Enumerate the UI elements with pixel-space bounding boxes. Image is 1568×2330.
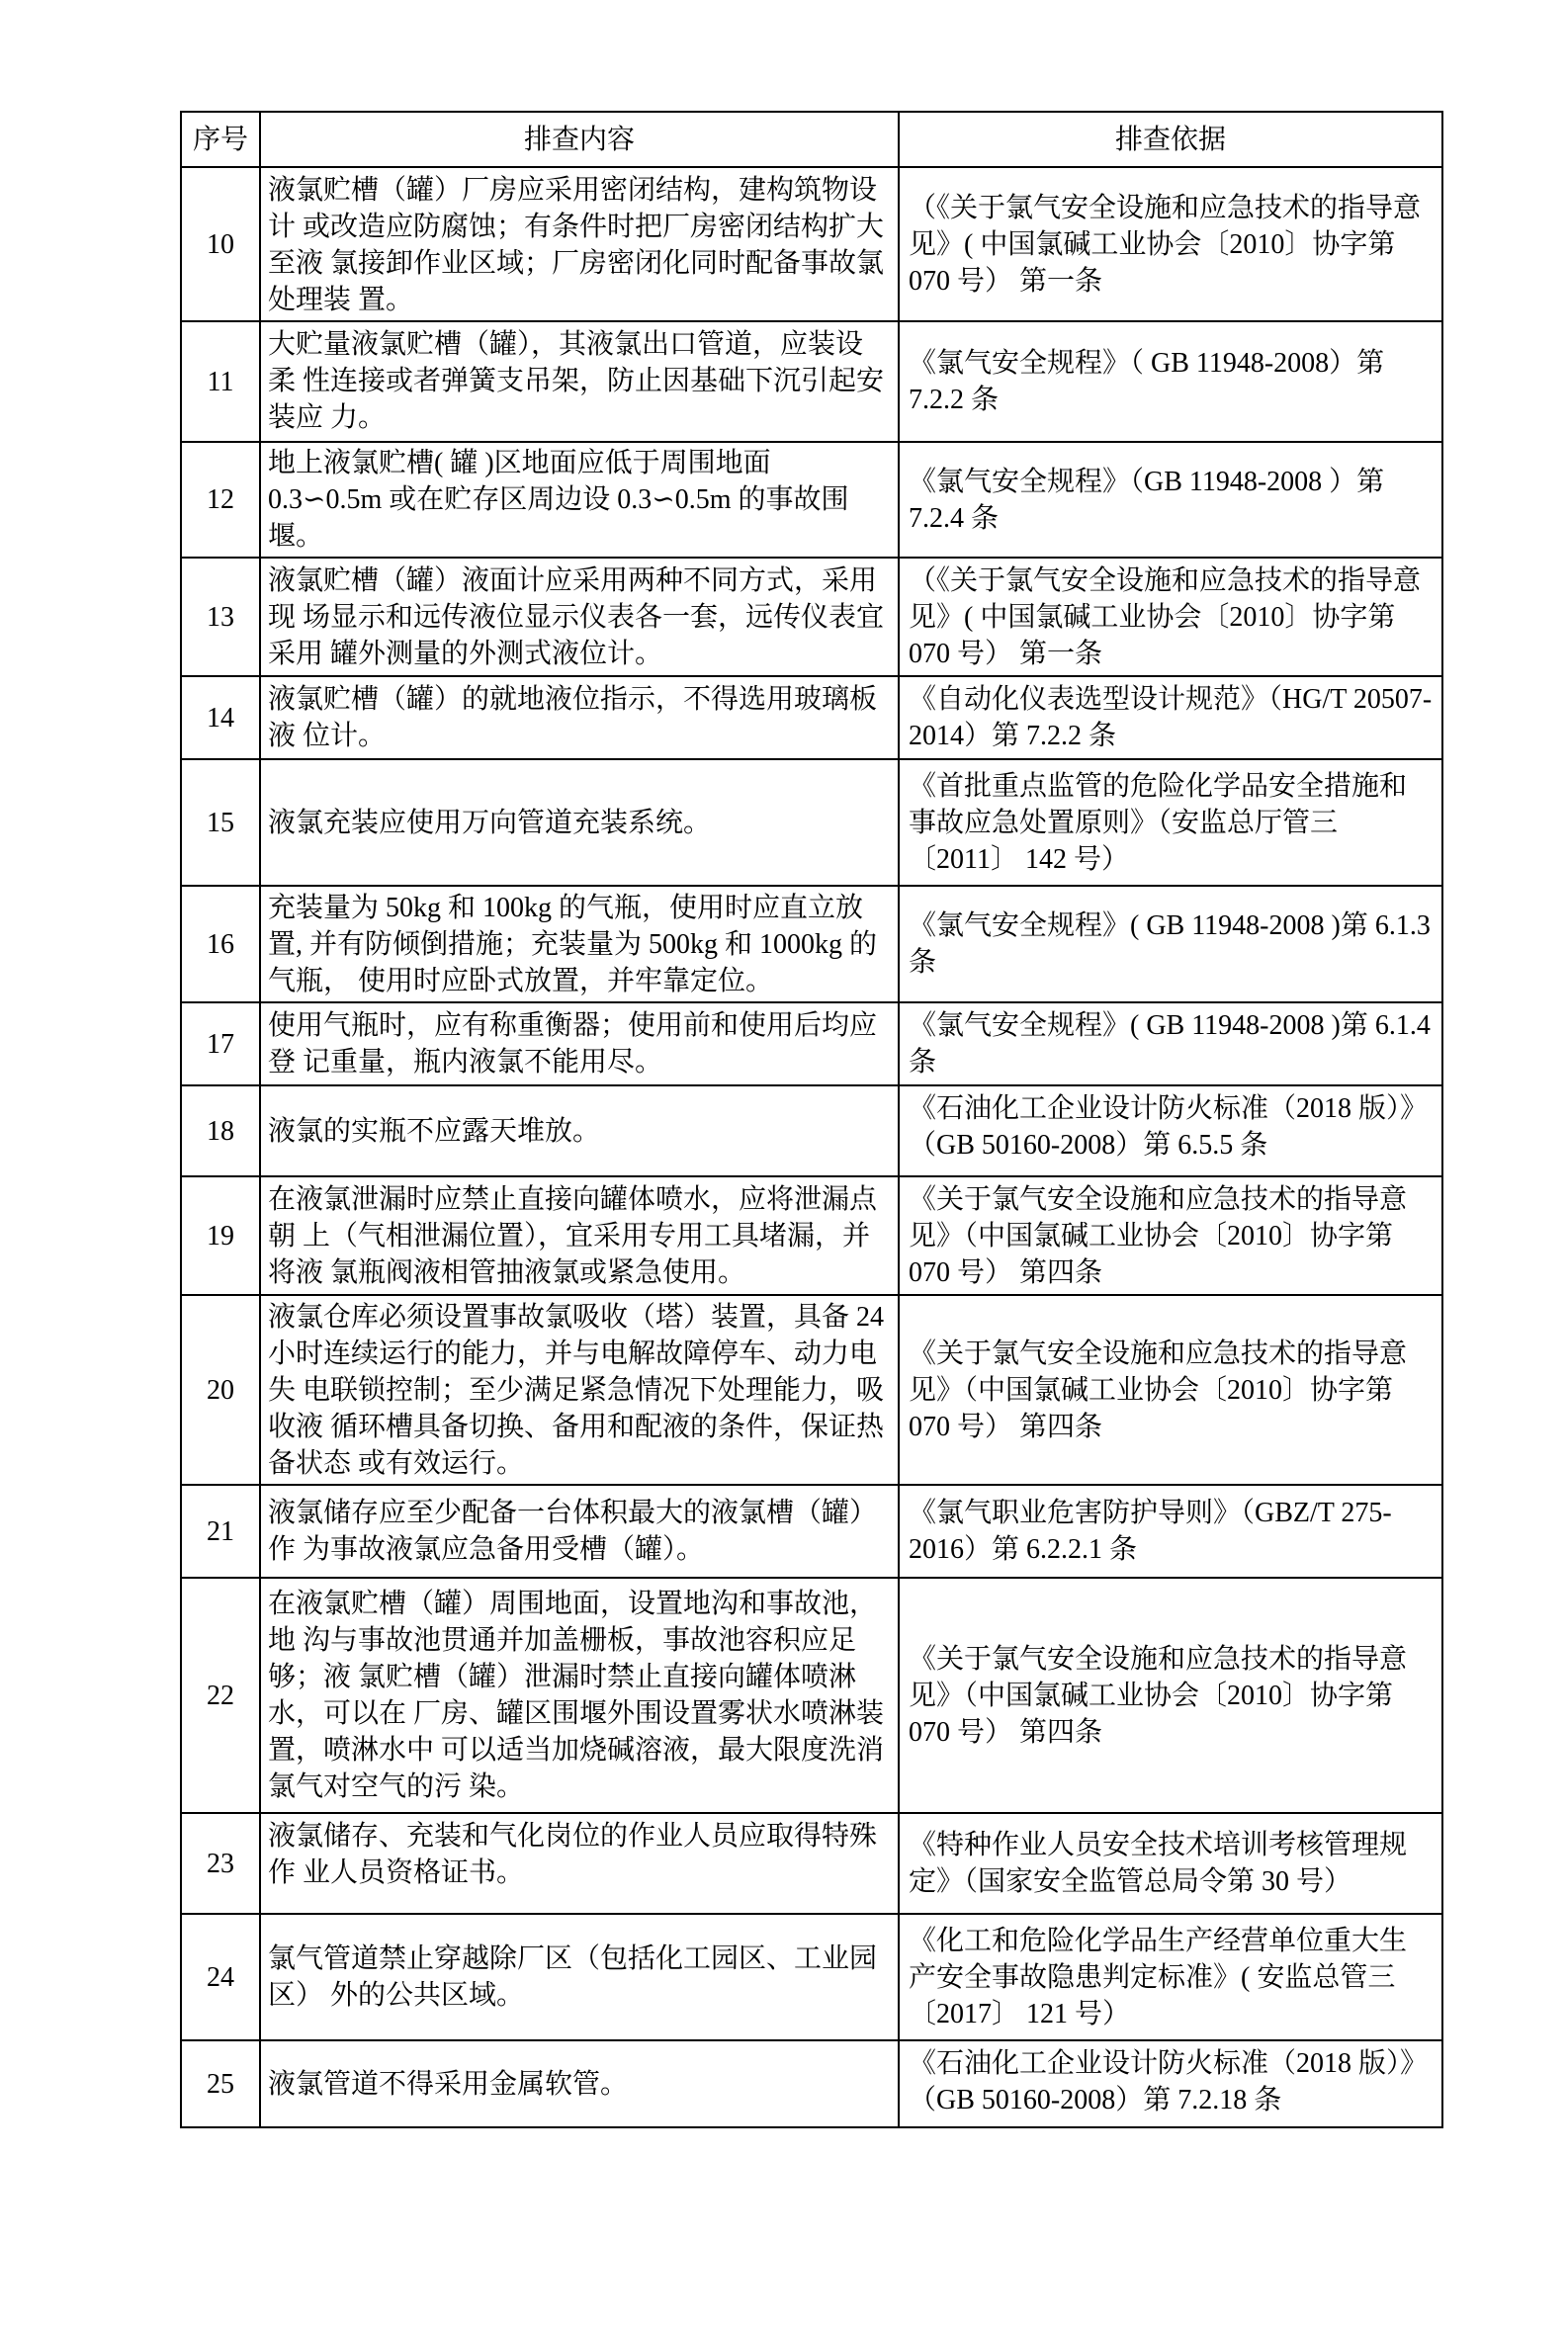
inspection-content-cell: 在液氯泄漏时应禁止直接向罐体喷水，应将泄漏点朝 上（气相泄漏位置），宜采用专用工具堵漏，并将液 氯瓶阀液相管抽液氯或紧急使用。 — [260, 1176, 899, 1295]
row-number-cell: 12 — [181, 442, 260, 558]
table-row — [181, 1002, 1442, 1085]
inspection-basis-text: 《氯气职业危害防护导则》（GBZ/T 275-2016）第 6.2.2.1 条 — [909, 1498, 1392, 1565]
inspection-basis-text: 《石油化工企业设计防火标准（2018 版）》 （GB 50160-2008）第 6.5.5 条 — [909, 1093, 1429, 1161]
inspection-basis-text: 《氯气安全规程》（GB 11948-2008 ）第 7.2.4 条 — [909, 466, 1385, 534]
inspection-basis-text: 《化工和危险化学品生产经营单位重大生 产安全事故隐患判定标准》( 安监总管三〔2017〕 121 号） — [909, 1925, 1408, 2029]
header-cell-serial-number: 序号 — [181, 112, 260, 167]
inspection-content-cell: 液氯储存应至少配备一台体积最大的液氯槽（罐）作 为事故液氯应急备用受槽（罐）。 — [260, 1485, 899, 1578]
inspection-basis-cell — [899, 1914, 1442, 2040]
inspection-content-cell: 大贮量液氯贮槽（罐），其液氯出口管道，应装设柔 性连接或者弹簧支吊架，防止因基础下沉引起安装应 力。 — [260, 321, 899, 442]
table-row — [181, 1085, 1442, 1176]
inspection-basis-cell — [899, 1002, 1442, 1085]
inspection-content-cell: 液氯仓库必须设置事故氯吸收（塔）装置，具备 24 小时连续运行的能力，并与电解故障停车、动力电失 电联锁控制；至少满足紧急情况下处理能力，吸收液 循环槽具备切换、备用和配液的条件，保证热备状态 或有效运行。 — [260, 1295, 899, 1485]
inspection-basis-cell — [899, 759, 1442, 886]
table-row — [181, 1914, 1442, 2040]
inspection-content-cell: 液氯的实瓶不应露天堆放。 — [260, 1085, 899, 1176]
row-number-cell: 23 — [181, 1813, 260, 1914]
inspection-basis-text: （《关于氯气安全设施和应急技术的指导意 见》( 中国氯碱工业协会〔2010〕协字第 070 号） 第一条 — [909, 564, 1422, 669]
inspection-basis-cell — [899, 886, 1442, 1002]
inspection-basis-text: 《首批重点监管的危险化学品安全措施和 事故应急处置原则》（安监总厅管三〔2011〕 142 号） — [909, 770, 1408, 875]
header-row — [181, 112, 1442, 167]
table-body — [181, 167, 1442, 2127]
row-number-cell: 17 — [181, 1002, 260, 1085]
table-header — [181, 112, 1442, 167]
inspection-basis-cell — [899, 442, 1442, 558]
inspection-basis-cell — [899, 1085, 1442, 1176]
inspection-basis-cell — [899, 1295, 1442, 1485]
row-number-cell: 13 — [181, 558, 260, 676]
inspection-basis-cell — [899, 321, 1442, 442]
table-row — [181, 1485, 1442, 1578]
table-row — [181, 321, 1442, 442]
inspection-basis-text: 《关于氯气安全设施和应急技术的指导意 见》（中国氯碱工业协会〔2010〕协字第 070 号） 第四条 — [909, 1643, 1408, 1748]
header-cell-inspection-content: 排查内容 — [260, 112, 899, 167]
header-cell-inspection-basis: 排查依据 — [899, 112, 1442, 167]
inspection-basis-cell — [899, 676, 1442, 759]
table-row — [181, 676, 1442, 759]
inspection-content-cell: 氯气管道禁止穿越除厂区（包括化工园区、工业园区） 外的公共区域。 — [260, 1914, 899, 2040]
inspection-basis-text: 《石油化工企业设计防火标准（2018 版）》 （GB 50160-2008）第 7.2.18 条 — [909, 2048, 1429, 2113]
table-row — [181, 1176, 1442, 1295]
inspection-basis-cell — [899, 1578, 1442, 1813]
inspection-basis-text: 《氯气安全规程》( GB 11948-2008 )第 6.1.3 条 — [909, 910, 1431, 978]
inspection-content-cell: 在液氯贮槽（罐）周围地面，设置地沟和事故池，地 沟与事故池贯通并加盖栅板，事故池容积应足够；液 氯贮槽（罐）泄漏时禁止直接向罐体喷淋水，可以在 厂房、罐区围堰外围设置雾状水喷淋装置，喷淋水中 可以适当加烧碱溶液，最大限度洗消氯气对空气的污 染。 — [260, 1578, 899, 1813]
inspection-content-cell: 液氯贮槽（罐）厂房应采用密闭结构，建构筑物设计 或改造应防腐蚀；有条件时把厂房密闭结构扩大至液 氯接卸作业区域；厂房密闭化同时配备事故氯处理装 置。 — [260, 167, 899, 321]
inspection-basis-text: 《关于氯气安全设施和应急技术的指导意 见》（中国氯碱工业协会〔2010〕协字第 070 号） 第四条 — [909, 1183, 1408, 1288]
row-number-cell: 16 — [181, 886, 260, 1002]
row-number-cell: 19 — [181, 1176, 260, 1295]
table-row — [181, 1813, 1442, 1914]
row-number-cell: 20 — [181, 1295, 260, 1485]
row-number-cell: 15 — [181, 759, 260, 886]
inspection-basis-text: （《关于氯气安全设施和应急技术的指导意 见》( 中国氯碱工业协会〔2010〕协字第 070 号） 第一条 — [909, 192, 1422, 297]
row-number-cell: 22 — [181, 1578, 260, 1813]
inspection-content-cell: 液氯储存、充装和气化岗位的作业人员应取得特殊作 业人员资格证书。 — [260, 1813, 899, 1914]
row-number-cell: 11 — [181, 321, 260, 442]
inspection-content-cell: 液氯充装应使用万向管道充装系统。 — [260, 759, 899, 886]
row-number-cell: 25 — [181, 2040, 260, 2127]
inspection-basis-text: 《关于氯气安全设施和应急技术的指导意 见》（中国氯碱工业协会〔2010〕协字第 070 号） 第四条 — [909, 1338, 1408, 1442]
table-row — [181, 1578, 1442, 1813]
table-row — [181, 167, 1442, 321]
row-number-cell: 18 — [181, 1085, 260, 1176]
inspection-basis-cell — [899, 167, 1442, 321]
inspection-basis-text: 《氯气安全规程》（ GB 11948-2008）第 7.2.2 条 — [909, 348, 1385, 415]
table-row — [181, 1295, 1442, 1485]
table-row — [181, 558, 1442, 676]
row-number-cell: 24 — [181, 1914, 260, 2040]
table-row — [181, 2040, 1442, 2127]
table-row — [181, 886, 1442, 1002]
inspection-basis-cell — [899, 1813, 1442, 1914]
inspection-basis-cell — [899, 1485, 1442, 1578]
inspection-basis-cell — [899, 2040, 1442, 2127]
document-page — [0, 111, 1568, 2330]
inspection-basis-cell — [899, 1176, 1442, 1295]
inspection-basis-text: 《自动化仪表选型设计规范》（HG/T 20507-2014）第 7.2.2 条 — [909, 684, 1433, 746]
table-row — [181, 759, 1442, 886]
inspection-basis-text: 《氯气安全规程》( GB 11948-2008 )第 6.1.4 条 — [909, 1010, 1431, 1078]
row-number-cell: 10 — [181, 167, 260, 321]
inspection-table — [180, 111, 1443, 2128]
inspection-content-cell: 使用气瓶时，应有称重衡器；使用前和使用后均应登 记重量，瓶内液氯不能用尽。 — [260, 1002, 899, 1085]
inspection-content-cell: 充装量为 50kg 和 100kg 的气瓶，使用时应直立放置, 并有防倾倒措施；充装量为 500kg 和 1000kg 的气瓶， 使用时应卧式放置，并牢靠定位。 — [260, 886, 899, 1002]
inspection-content-cell: 液氯贮槽（罐）的就地液位指示，不得选用玻璃板液 位计。 — [260, 676, 899, 759]
inspection-content-cell: 地上液氯贮槽( 罐 )区地面应低于周围地面 0.3∽0.5m 或在贮存区周边设 0.3∽0.5m 的事故围堰。 — [260, 442, 899, 558]
inspection-content-cell: 液氯管道不得采用金属软管。 — [260, 2040, 899, 2127]
table-row — [181, 442, 1442, 558]
row-number-cell: 14 — [181, 676, 260, 759]
inspection-basis-text: 《特种作业人员安全技术培训考核管理规 定》（国家安全监管总局令第 30 号） — [909, 1830, 1408, 1897]
inspection-content-cell: 液氯贮槽（罐）液面计应采用两种不同方式，采用现 场显示和远传液位显示仪表各一套，远传仪表宜采用 罐外测量的外测式液位计。 — [260, 558, 899, 676]
row-number-cell: 21 — [181, 1485, 260, 1578]
inspection-basis-cell — [899, 558, 1442, 676]
